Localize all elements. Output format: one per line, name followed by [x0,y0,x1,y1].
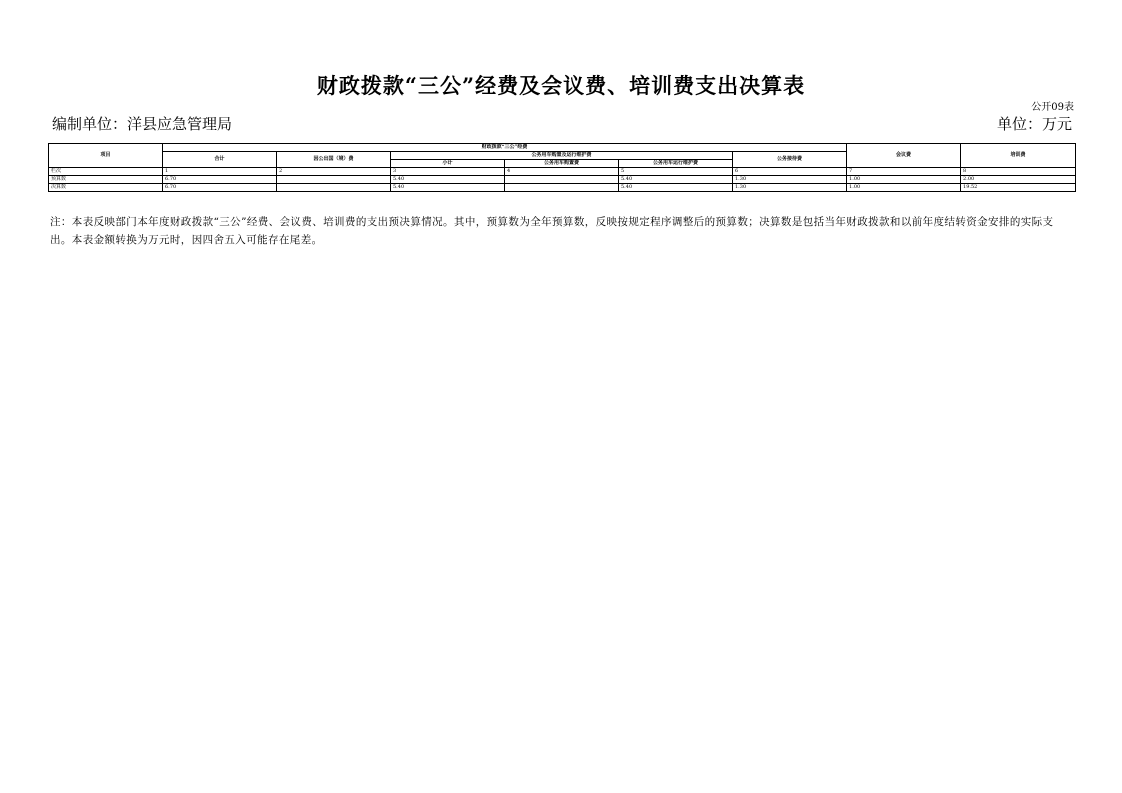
header-training: 培训费 [961,144,1076,168]
expenditure-table [48,143,1076,192]
table-cell: 1 [163,168,277,176]
table-cell: 2.00 [961,176,1076,184]
table-cell: 5 [619,168,733,176]
table-cell: 1.00 [847,184,961,192]
header-meeting: 会议费 [847,144,961,168]
header-sangong: 财政拨款“三公”经费 [163,144,847,152]
table-cell [505,184,619,192]
footnote: 注：本表反映部门本年度财政拨款“三公”经费、会议费、培训费的支出预决算情况。其中，预算数为全年预算数，反映按规定程序调整后的预算数；决算数是包括当年财政拨款和以前年度结转资金安排的实际支出。本表金额转换为万元时，因四舍五入可能存在尾差。 [50,216,1054,246]
table-cell: 2 [277,168,391,176]
table-cell: 1.30 [733,184,847,192]
table-cell: 6 [733,168,847,176]
header-car-operation: 公务用车运行维护费 [619,160,733,168]
table-cell: 19.52 [961,184,1076,192]
header-total: 合计 [163,152,277,168]
organization-label: 编制单位：洋县应急管理局 [52,115,233,133]
table-cell: 4 [505,168,619,176]
page-title: 财政拨款“三公”经费及会议费、培训费支出决算表 [316,73,806,98]
table-row [49,168,1076,176]
table-cell: 7 [847,168,961,176]
table-cell [505,176,619,184]
table-cell: 1.00 [847,176,961,184]
table-cell: 6.70 [163,176,277,184]
table-cell: 5.40 [391,184,505,192]
table-cell [277,184,391,192]
row-label: 栏次 [49,168,163,176]
table-cell: 6.70 [163,184,277,192]
header-abroad: 因公出国（境）费 [277,152,391,168]
unit-label: 单位：万元 [996,115,1072,133]
table-cell: 8 [961,168,1076,176]
table-cell: 1.30 [733,176,847,184]
table-cell: 5.40 [619,176,733,184]
header-car-purchase: 公务用车购置费 [505,160,619,168]
header-car: 公务用车购置及运行维护费 [391,152,733,160]
row-label: 决算数 [49,184,163,192]
table-cell [277,176,391,184]
table-cell: 3 [391,168,505,176]
form-code: 公开09表 [1031,102,1074,113]
table-row [49,176,1076,184]
table-row [49,184,1076,192]
table-cell: 5.40 [619,184,733,192]
row-label: 预算数 [49,176,163,184]
header-car-subtotal: 小计 [391,160,505,168]
header-reception: 公务接待费 [733,152,847,168]
table-cell: 5.40 [391,176,505,184]
header-item: 项目 [49,144,163,168]
